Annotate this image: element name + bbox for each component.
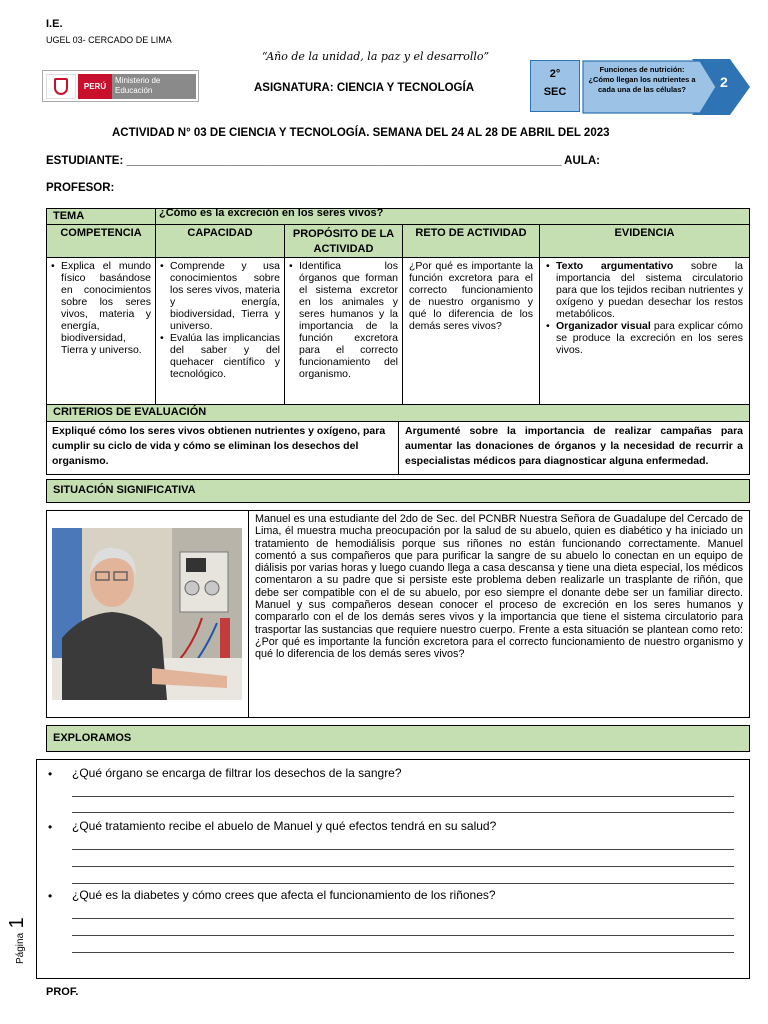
answer-line[interactable] [72,812,734,813]
dialysis-patient-photo [52,528,242,700]
answer-line[interactable] [72,796,734,797]
reto-text: ¿Por qué es importante la función excretora para el correcto funcionamiento de nuestro organismo y qué lo diferencia de los demás seres vivos? [409,260,533,332]
situacion-label: SITUACIÓN SIGNIFICATIVA [53,484,196,496]
logo-country: PERÚ [78,74,112,99]
criterios-label: CRITERIOS DE EVALUACIÓN [53,406,207,418]
capacidad-item: • Evalúa las implicancias del saber y del quehacer científico y tecnológico. [160,332,280,380]
exploramos-header [46,725,750,752]
answer-line[interactable] [72,935,734,936]
criterios-row [46,404,750,422]
answer-line[interactable] [72,866,734,867]
answer-line[interactable] [72,918,734,919]
situacion-header [46,479,750,503]
tema-row [46,208,750,225]
exploramos-label: EXPLORAMOS [53,732,132,744]
question-item: • [48,889,53,903]
question-item: • [48,820,53,834]
answer-line[interactable] [72,952,734,953]
header-evidencia: EVIDENCIA [539,224,750,258]
evidencia-cell [539,257,750,405]
evidencia-item: • Organizador visual para explicar cómo se produce la excreción en los seres vivos. [546,320,743,356]
logo-ministry: Ministerio de Educación [112,74,196,99]
year-motto: “Año de la unidad, la paz y el desarrollo” [262,50,490,63]
proposito-cell [284,257,403,405]
school-label: I.E. [46,18,63,30]
capacidad-cell [155,257,285,405]
capacidad-item: • Comprende y usa conocimientos sobre los seres vivos, materia y energía, biodiversidad, Tierra y universo. [160,260,280,332]
activity-title: ACTIVIDAD N° 03 DE CIENCIA Y TECNOLOGÍA. SEMANA DEL 24 AL 28 DE ABRIL DEL 2023 [112,127,610,139]
section-label: SEC [543,86,567,98]
header-reto: RETO DE ACTIVIDAD [402,224,540,258]
subject-title: ASIGNATURA: CIENCIA Y TECNOLOGÍA [254,82,474,94]
ministry-logo [42,70,199,102]
peru-shield-icon [46,74,76,99]
unit-title: Funciones de nutrición: ¿Cómo llegan los nutrientes a cada una de las células? [588,65,696,94]
tema-label: TEMA [53,210,85,222]
answer-line[interactable] [72,849,734,850]
page-number: Página 1 [6,917,28,964]
header-competencia: COMPETENCIA [46,224,156,258]
teacher-field[interactable]: PROFESOR: [46,182,115,194]
criterio-2: Argumenté sobre la importancia de realizar campañas para aumentar las donaciones de órganos y la necesidad de recurrir a especialistas médicos para diagnosticar alguna enfermedad. [398,421,750,475]
header-proposito: PROPÓSITO DE LA ACTIVIDAD [284,224,403,258]
question-3: ¿Qué es la diabetes y cómo crees que afecta el funcionamiento de los riñones? [72,888,496,902]
situacion-text: Manuel es una estudiante del 2do de Sec. del PCNBR Nuestra Señora de Guadalupe del Cercado de Lima, él muestra mucha preocupación por la salud de su abuelo, quien es diabético y ha iniciado un tratamiento de hemodiálisis porque sus riñones no están funcionando correctamente. Manuel comentó a sus compañeros que para purificar la sangre de su abuelo lo conectan en un equipo de diálisis por varias horas y luego cuando llega a casa descansa y tiene una dieta especial, los médicos comentaron a su padre que si persiste este problema deben realizarle un trasplante de riñón, que debe ser compatible con el de su abuelo, por eso siempre el donante debe ser un familiar directo. Manuel y sus compañeros desean conocer el proceso de excreción en los seres humanos y compararlo con el de los demás seres vivos y la importancia que tiene el sistema circulatorio para trasportar las sustancias que requiere nuestro cuerpo. Frente a esta situación se plantean como reto: ¿Por qué es importante la función excretora para el correcto funcionamiento de nuestro organismo y qué lo diferencia de los demás seres vivos? [255,513,743,661]
grade-label: 2° [549,68,561,80]
criterio-1: Expliqué cómo los seres vivos obtienen nutrientes y oxígeno, para cumplir su ciclo de vida y cómo se eliminan los desechos del organismo. [46,421,399,475]
question-2: ¿Qué tratamiento recibe el abuelo de Manuel y qué efectos tendrá en su salud? [72,819,497,833]
student-field[interactable]: ESTUDIANTE: ____________________________________________________________________ AULA: [46,155,600,167]
tema-value: ¿Cómo es la excreción en los seres vivos? [159,207,384,219]
competencia-text: • Explica el mundo físico basándose en conocimientos sobre los seres vivos, materia y energía, biodiversidad, Tierra y universo. [51,260,151,356]
header-capacidad: CAPACIDAD [155,224,285,258]
unit-number: 2 [720,74,728,90]
competencia-cell [46,257,156,405]
proposito-text: • Identifica los órganos que forman el sistema excretor en los animales y seres humanos y la importancia de la función excretora para el correcto funcionamiento del organismo. [289,260,398,380]
question-item: • [48,767,53,781]
reto-cell [402,257,540,405]
question-1: ¿Qué órgano se encarga de filtrar los desechos de la sangre? [72,766,402,780]
footer-prof: PROF. [46,986,79,998]
ugel-label: UGEL 03- CERCADO DE LIMA [46,35,172,45]
answer-line[interactable] [72,883,734,884]
exploramos-box [36,759,750,979]
grade-box [530,60,580,112]
evidencia-item: • Texto argumentativo sobre la importancia del sistema circulatorio para que los tejidos reciban nutrientes y oxígeno y puedan desechar los restos metabólicos. [546,260,743,320]
